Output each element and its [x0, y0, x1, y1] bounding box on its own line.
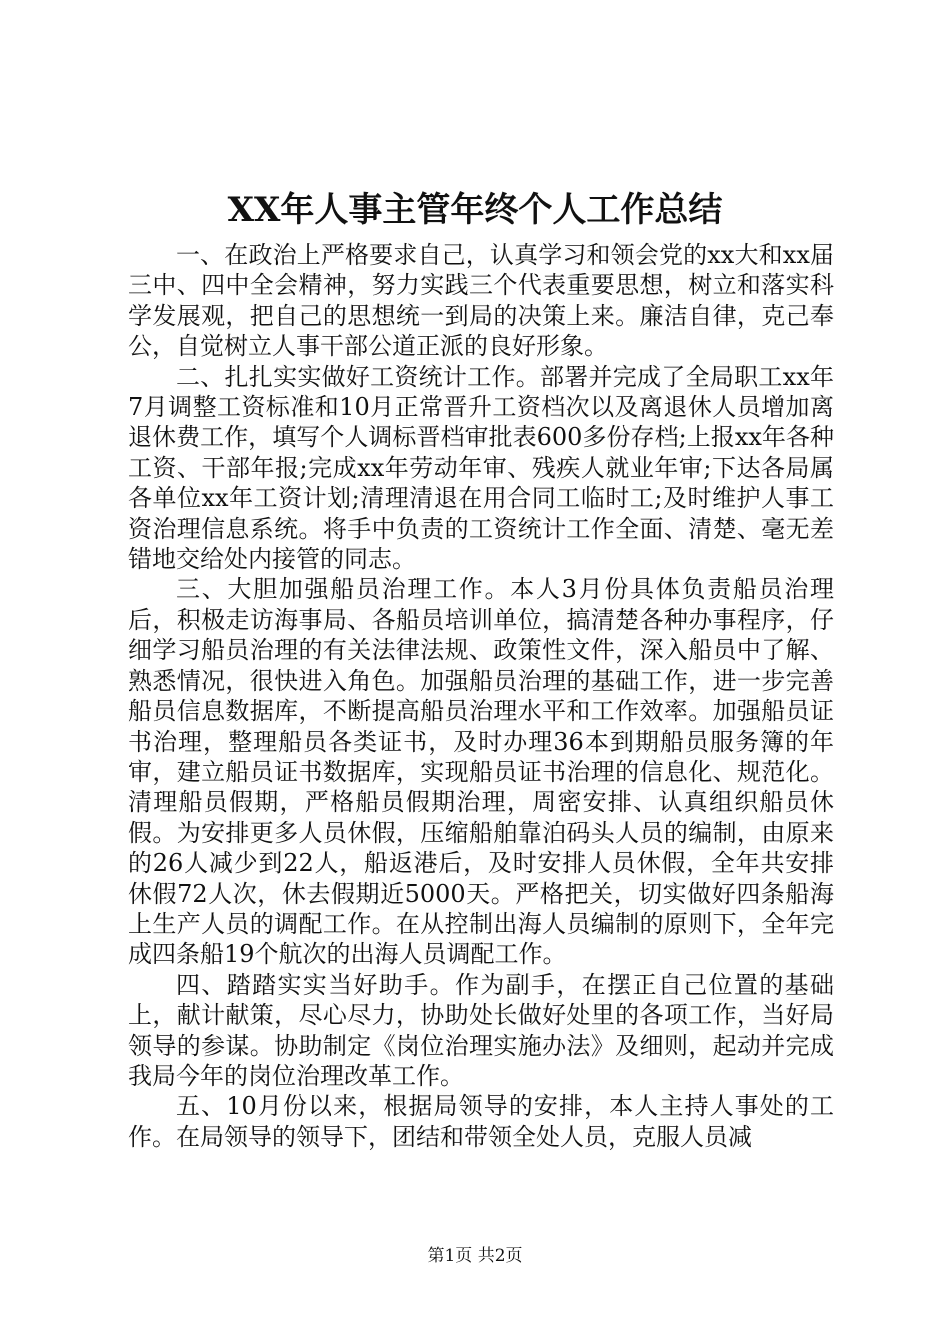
paragraph-5: 五、10月份以来，根据局领导的安排，本人主持人事处的工作。在局领导的领导下，团结和带领全处人员，克服人员减: [128, 1092, 834, 1151]
document-title: XX年人事主管年终个人工作总结: [227, 190, 723, 230]
paragraph-1: 一、在政治上严格要求自己，认真学习和领会党的xx大和xx届三中、四中全会精神，努力实践三个代表重要思想，树立和落实科学发展观，把自己的思想统一到局的决策上来。廉洁自律，克己奉公，自觉树立人事干部公道正派的良好形象。: [128, 241, 834, 361]
paragraph-3: 三、大胆加强船员治理工作。本人3月份具体负责船员治理后，积极走访海事局、各船员培训单位，搞清楚各种办事程序，仔细学习船员治理的有关法律法规、政策性文件，深入船员中了解、熟悉情况，很快进入角色。加强船员治理的基础工作，进一步完善船员信息数据库，不断提高船员治理水平和工作效率。加强船员证书治理，整理船员各类证书，及时办理36本到期船员服务簿的年审，建立船员证书数据库，实现船员证书治理的信息化、规范化。清理船员假期，严格船员假期治理，周密安排、认真组织船员休假。为安排更多人员休假，压缩船舶靠泊码头人员的编制，由原来的26人减少到22人，船返港后，及时安排人员休假，全年共安排休假72人次，休去假期近5000天。严格把关，切实做好四条船海上生产人员的调配工作。在从控制出海人员编制的原则下，全年完成四条船19个航次的出海人员调配工作。: [128, 575, 834, 969]
paragraph-4: 四、踏踏实实当好助手。作为副手，在摆正自己位置的基础上，献计献策，尽心尽力，协助处长做好处里的各项工作，当好局领导的参谋。协助制定《岗位治理实施办法》及细则，起动并完成我局今年的岗位治理改革工作。: [128, 970, 834, 1090]
document-body: [128, 240, 834, 1152]
paragraph-2: 二、扎扎实实做好工资统计工作。部署并完成了全局职工xx年7月调整工资标准和10月正常晋升工资档次以及离退休人员增加离退休费工作，填写个人调标晋档审批表600多份存档;上报xx年各种工资、干部年报;完成xx年劳动年审、残疾人就业年审;下达各局属各单位xx年工资计划;清理清退在用合同工临时工;及时维护人事工资治理信息系统。将手中负责的工资统计工作全面、清楚、毫无差错地交给处内接管的同志。: [128, 362, 834, 574]
page-number-footer: 第1页 共2页: [427, 1246, 523, 1266]
